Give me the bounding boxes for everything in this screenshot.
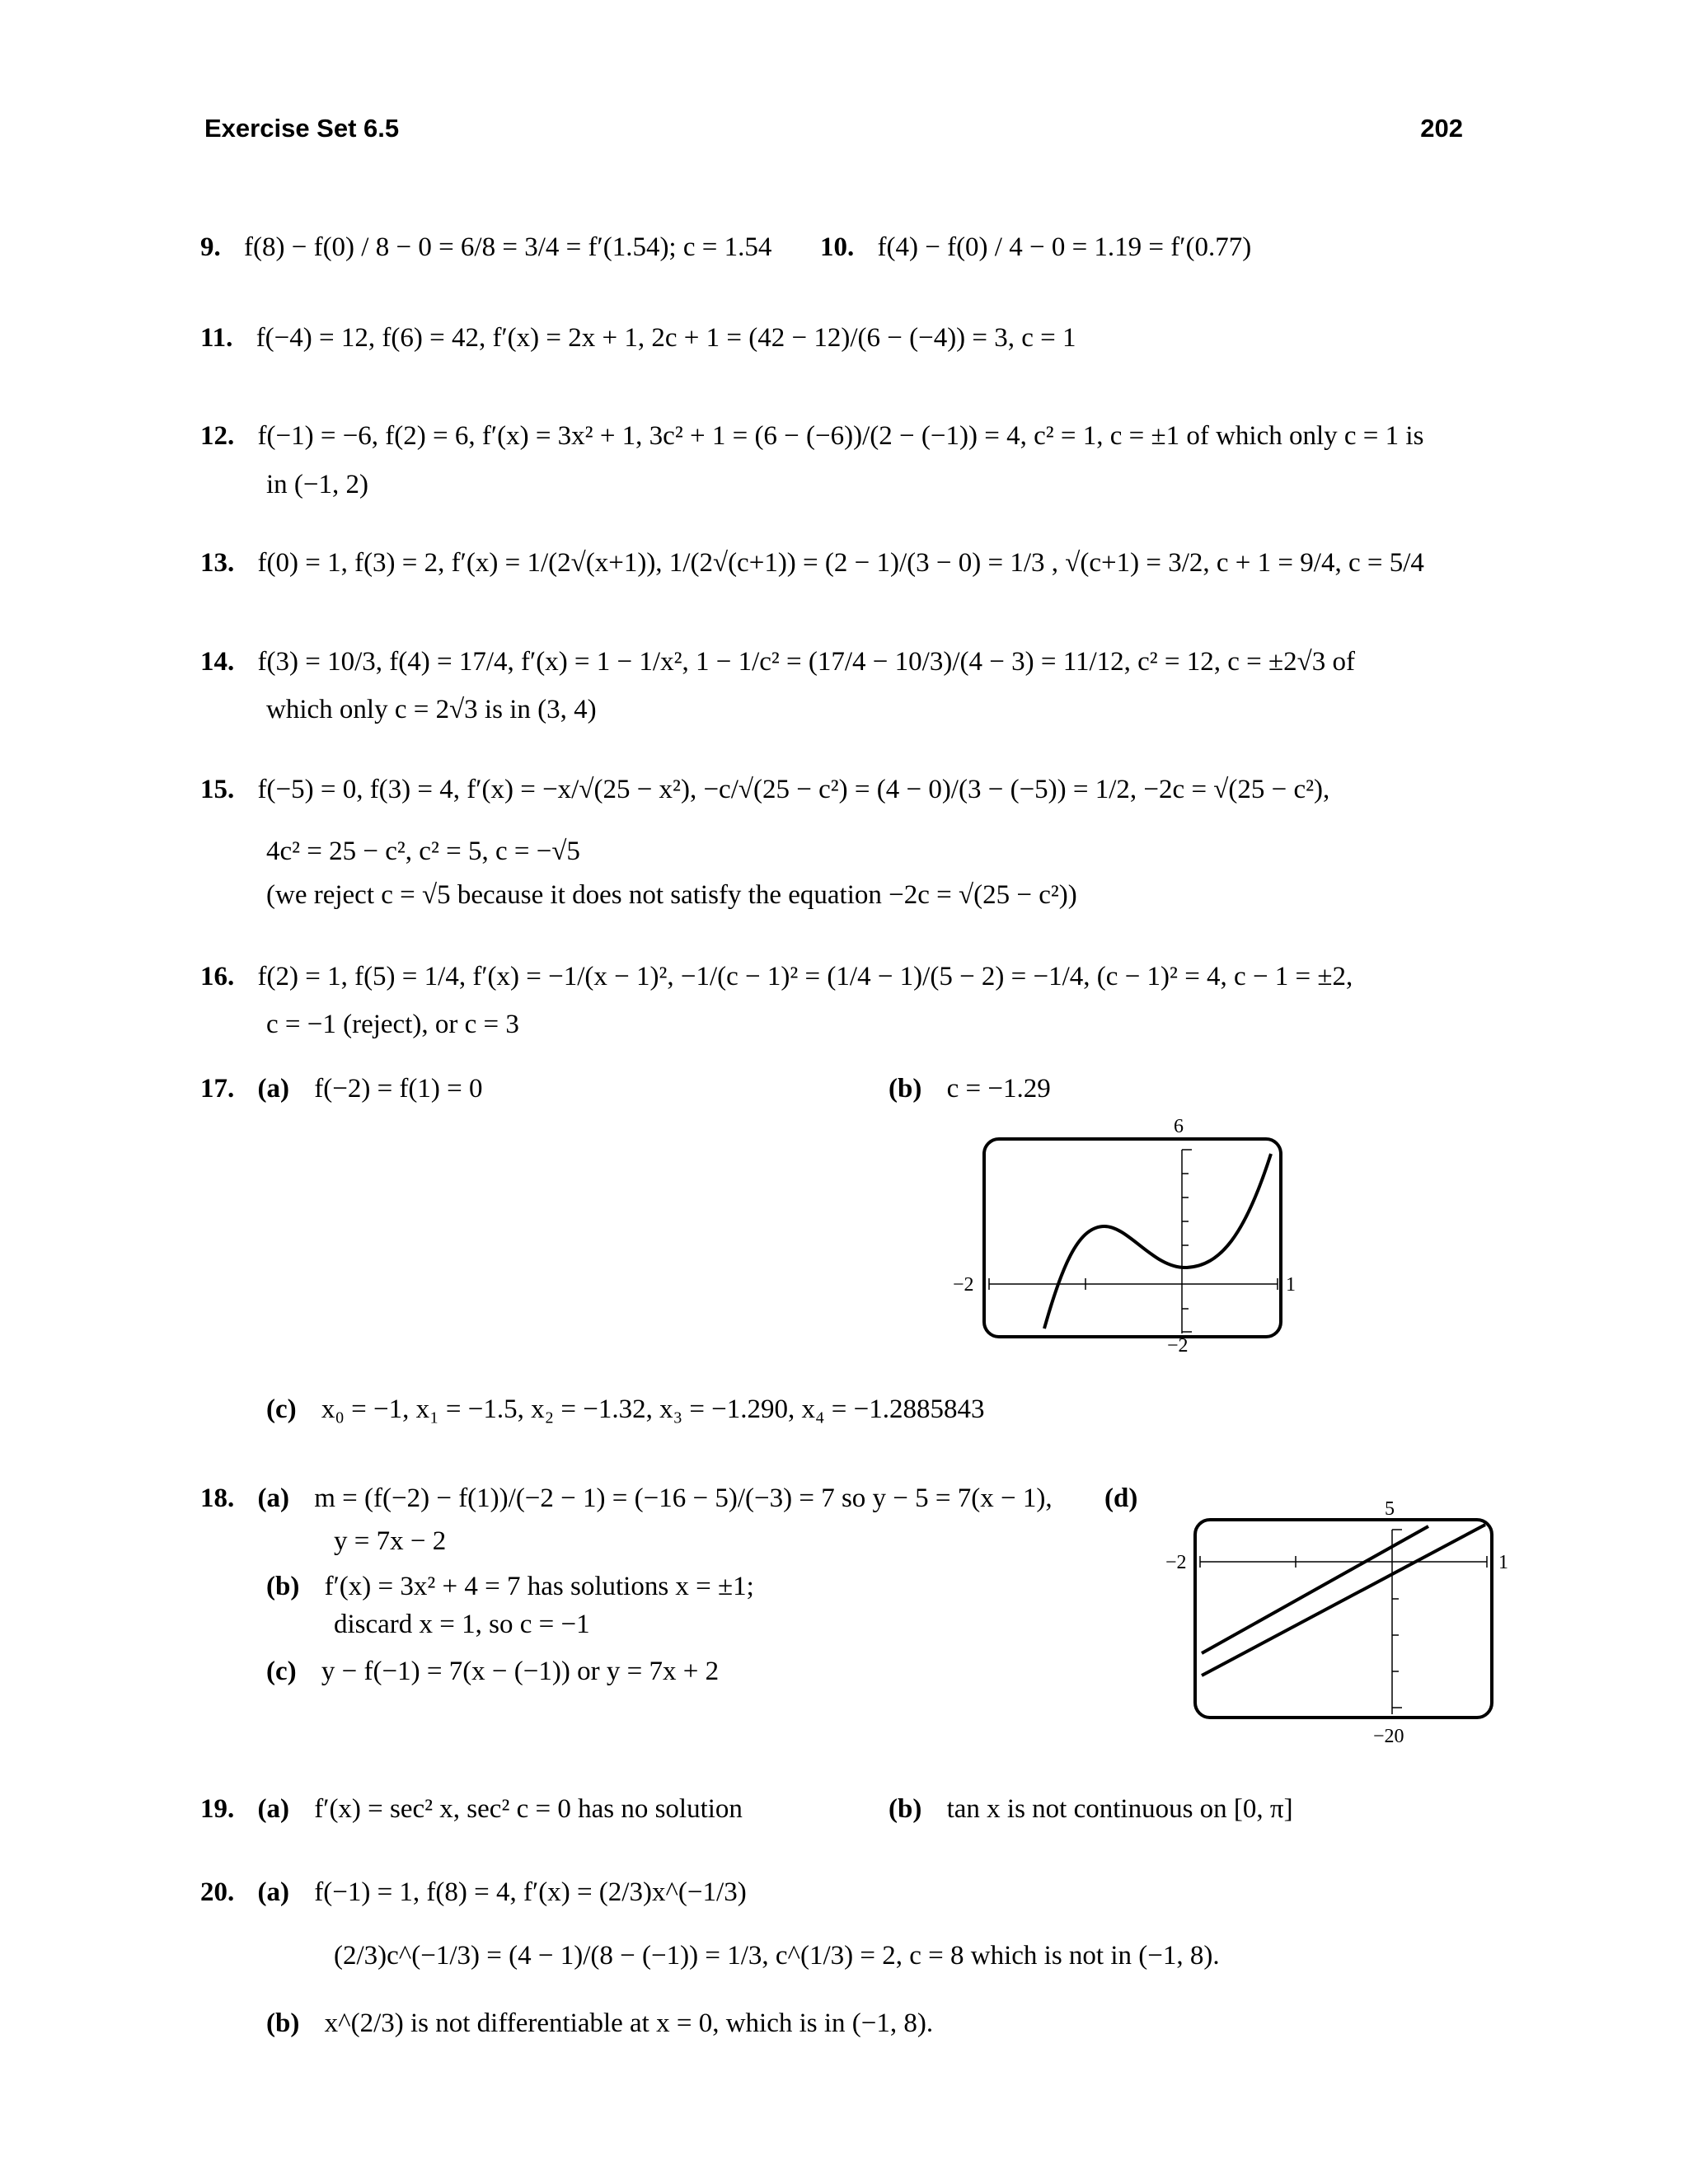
problem-number: 9. bbox=[200, 232, 221, 262]
solution-text: f(2) = 1, f(5) = 1/4, f′(x) = −1/(x − 1)², −1/(c − 1)² = (1/4 − 1)/(5 − 2) = −1/4, (c − 1)² = 4, c − 1 = ±2, bbox=[257, 962, 1353, 991]
problem-19 bbox=[200, 1794, 743, 1825]
solution-text: f(0) = 1, f(3) = 2, f′(x) = 1/(2√(x+1)), 1/(2√(c+1)) = (2 − 1)/(3 − 0) = 1/3 , √(c+1) = 3/2, c + 1 = 9/4, c = 5/4 bbox=[257, 548, 1424, 578]
part-label: (a) bbox=[257, 1483, 289, 1513]
solution-text: f(−2) = f(1) = 0 bbox=[314, 1074, 483, 1104]
y-max-label: 6 bbox=[1174, 1116, 1184, 1137]
problem-15 bbox=[200, 775, 1329, 805]
problem-number: 17. bbox=[200, 1074, 235, 1104]
y-min-label: −2 bbox=[1167, 1335, 1189, 1352]
page-number: 202 bbox=[1420, 114, 1463, 143]
part-label: (c) bbox=[266, 1657, 297, 1686]
problem-number: 14. bbox=[200, 647, 235, 677]
problem-11 bbox=[200, 323, 1076, 354]
problem-20 bbox=[200, 1877, 747, 1908]
solution-text: f(4) − f(0) / 4 − 0 = 1.19 = f′(0.77) bbox=[877, 232, 1252, 262]
part-label: (a) bbox=[257, 1794, 289, 1824]
solution-continuation: (2/3)c^(−1/3) = (4 − 1)/(8 − (−1)) = 1/3, c^(1/3) = 2, c = 8 which is not in (−1, 8). bbox=[334, 1941, 1220, 1971]
problem-number: 16. bbox=[200, 962, 235, 991]
part-label: (b) bbox=[266, 2008, 300, 2038]
problem-18-part-b bbox=[266, 1572, 754, 1602]
problem-18-part-d bbox=[1104, 1483, 1137, 1514]
problem-13 bbox=[200, 548, 1424, 579]
problem-14 bbox=[200, 647, 1355, 677]
solution-text: f(−1) = −6, f(2) = 6, f′(x) = 3x² + 1, 3c² + 1 = (6 − (−6))/(2 − (−1)) = 4, c² = 1, c = ±1 of which only c = 1 is bbox=[257, 421, 1424, 451]
problem-number: 20. bbox=[200, 1877, 235, 1907]
solution-continuation: y = 7x − 2 bbox=[334, 1526, 447, 1556]
part-label: (b) bbox=[889, 1794, 922, 1824]
solution-text: f(8) − f(0) / 8 − 0 = 6/8 = 3/4 = f′(1.54); c = 1.54 bbox=[244, 232, 772, 262]
problem-9 bbox=[200, 232, 771, 263]
problem-12 bbox=[200, 421, 1423, 452]
solution-continuation: 4c² = 25 − c², c² = 5, c = −√5 bbox=[266, 837, 580, 866]
problem-number: 18. bbox=[200, 1483, 235, 1513]
solution-continuation: (we reject c = √5 because it does not satisfy the equation −2c = √(25 − c²)) bbox=[266, 880, 1077, 910]
problem-19-part-b bbox=[889, 1794, 1293, 1825]
problem-number: 19. bbox=[200, 1794, 235, 1824]
problem-16 bbox=[200, 962, 1353, 992]
problem-17-part-c bbox=[266, 1394, 985, 1425]
problem-number: 10. bbox=[820, 232, 855, 262]
problem-number: 12. bbox=[200, 421, 235, 451]
solution-text: x^(2/3) is not differentiable at x = 0, which is in (−1, 8). bbox=[324, 2008, 934, 2038]
solution-text: tan x is not continuous on [0, π] bbox=[946, 1794, 1293, 1824]
problem-20-part-b bbox=[266, 2008, 933, 2039]
solution-text: y − f(−1) = 7(x − (−1)) or y = 7x + 2 bbox=[321, 1657, 720, 1686]
solution-continuation: c = −1 (reject), or c = 3 bbox=[266, 1010, 519, 1039]
y-min-label: −20 bbox=[1373, 1726, 1404, 1747]
graph-18d bbox=[1154, 1490, 1517, 1754]
solution-text: f′(x) = sec² x, sec² c = 0 has no solution bbox=[314, 1794, 743, 1824]
part-label: (a) bbox=[257, 1877, 289, 1907]
solution-text: x₀ = −1, x₁ = −1.5, x₂ = −1.32, x₃ = −1.290, x₄ = −1.2885843 bbox=[321, 1394, 985, 1424]
problem-17-part-b bbox=[889, 1074, 1051, 1104]
part-label: (d) bbox=[1104, 1483, 1138, 1513]
solution-continuation: discard x = 1, so c = −1 bbox=[334, 1610, 590, 1639]
solution-text: f(−1) = 1, f(8) = 4, f′(x) = (2/3)x^(−1/3) bbox=[314, 1877, 747, 1907]
problem-18 bbox=[200, 1483, 1053, 1514]
x-min-label: −2 bbox=[953, 1274, 974, 1296]
solution-text: c = −1.29 bbox=[946, 1074, 1051, 1104]
problem-17 bbox=[200, 1074, 483, 1104]
solution-continuation: which only c = 2√3 is in (3, 4) bbox=[266, 695, 597, 724]
solution-text: m = (f(−2) − f(1))/(−2 − 1) = (−16 − 5)/(−3) = 7 so y − 5 = 7(x − 1), bbox=[314, 1483, 1053, 1513]
section-title: Exercise Set 6.5 bbox=[204, 114, 400, 143]
y-max-label: 5 bbox=[1385, 1498, 1395, 1520]
problem-number: 13. bbox=[200, 548, 235, 578]
solution-continuation: in (−1, 2) bbox=[266, 470, 369, 499]
solution-text: f(−5) = 0, f(3) = 4, f′(x) = −x/√(25 − x²), −c/√(25 − c²) = (4 − 0)/(3 − (−5)) = 1/2, −2c = √(25 − c²), bbox=[257, 775, 1330, 804]
part-label: (b) bbox=[889, 1074, 922, 1104]
problem-number: 11. bbox=[200, 323, 233, 353]
x-max-label: 1 bbox=[1498, 1552, 1508, 1573]
x-min-label: −2 bbox=[1165, 1552, 1187, 1573]
solution-text: f′(x) = 3x² + 4 = 7 has solutions x = ±1; bbox=[324, 1572, 754, 1601]
problem-10 bbox=[820, 232, 1251, 263]
graph-17b bbox=[948, 1113, 1302, 1352]
x-max-label: 1 bbox=[1286, 1274, 1296, 1296]
solution-text: f(−4) = 12, f(6) = 42, f′(x) = 2x + 1, 2c + 1 = (42 − 12)/(6 − (−4)) = 3, c = 1 bbox=[256, 323, 1076, 353]
solution-text: f(3) = 10/3, f(4) = 17/4, f′(x) = 1 − 1/x², 1 − 1/c² = (17/4 − 10/3)/(4 − 3) = 11/12, c² = 12, c = ±2√3 of bbox=[257, 647, 1356, 677]
part-label: (b) bbox=[266, 1572, 300, 1601]
part-label: (c) bbox=[266, 1394, 297, 1424]
part-label: (a) bbox=[257, 1074, 289, 1104]
problem-number: 15. bbox=[200, 775, 235, 804]
graph-frame bbox=[1195, 1520, 1492, 1718]
problem-18-part-c bbox=[266, 1657, 719, 1687]
